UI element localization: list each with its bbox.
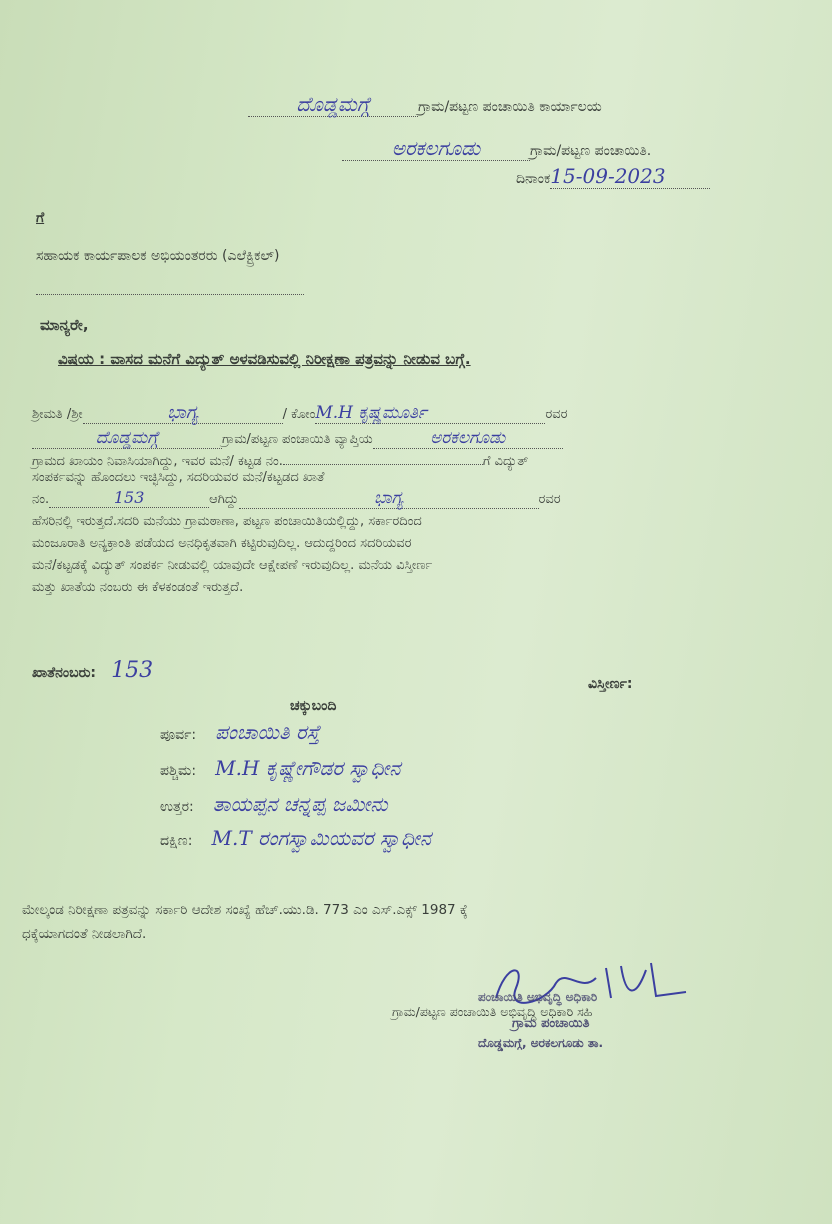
stamp-line-3: ದೊಡ್ಡಮಗ್ಗೆ, ಅರಕಲಗೂಡು ತಾ. <box>478 1036 604 1050</box>
panchayat-scope: ಗ್ರಾಮ/ಪಟ್ಟಣ ಪಂಚಾಯಿತಿ ವ್ಯಾಪ್ತಿಯ <box>222 432 373 447</box>
boundary-south <box>160 826 431 850</box>
title-prefix: ಶ್ರೀಮತಿ /ಶ್ರೀ <box>32 407 83 422</box>
stamp-line-2: ಗ್ರಾಮ ಪಂಚಾಯಿತಿ <box>512 1016 590 1031</box>
date-line <box>516 164 710 189</box>
boundary-label: ಉತ್ತರ: <box>160 799 194 815</box>
village-handwritten: ದೊಡ್ಡಮಗ್ಗೆ <box>296 92 370 116</box>
body-line-1 <box>32 402 567 424</box>
boundary-west <box>160 756 400 780</box>
body-line-2 <box>32 428 563 449</box>
body-line-4: ಸಂಪರ್ಕವನ್ನು ಹೊಂದಲು ಇಚ್ಛಿಸಿದ್ದು, ಸದರಿಯವರ ಮನೆ/ಕಟ್ಟಡದ ಖಾತೆ <box>32 470 325 485</box>
recipient: ಸಹಾಯಕ ಕಾರ್ಯಪಾಲಕ ಅಭಿಯಂತರರು (ಎಲೆಕ್ಟ್ರಿಕಲ್) <box>36 248 280 264</box>
body-line-6: ಹೆಸರಿನಲ್ಲಿ ಇರುತ್ತದೆ.ಸದರಿ ಮನೆಯು ಗ್ರಾಮಠಾಣಾ, ಪಟ್ಟಣ ಪಂಚಾಯಿತಿಯಲ್ಲಿದ್ದು, ಸರ್ಕಾರದಿಂದ <box>32 514 422 529</box>
footer-line-2: ಧಕ್ಕೆಯಾಗದಂತೆ ನೀಡಲಾಗಿದೆ. <box>22 926 147 942</box>
signature-label: ಗ್ರಾಮ/ಪಟ್ಟಣ ಪಂಚಾಯಿತಿ ಅಭಿವೃದ್ಧಿ ಅಧಿಕಾರಿ ಸಹಿ <box>392 1004 593 1019</box>
body-line-9: ಮತ್ತು ಖಾತೆಯ ನಂಬರು ಈ ಕೆಳಕಂಡಂತೆ ಇರುತ್ತದೆ. <box>32 580 244 595</box>
ravara-label: ರವರ <box>545 407 568 422</box>
boundary-east <box>160 720 320 744</box>
boundary-label: ಪಶ್ಚಿಮ: <box>160 763 197 779</box>
boundary-label: ಪೂರ್ವ: <box>160 727 197 743</box>
to-label: ಗೆ <box>36 210 45 226</box>
khata-value: 153 <box>111 658 154 683</box>
date-label: ದಿನಾಂಕ <box>516 171 551 187</box>
body-line-8: ಮನೆ/ಕಟ್ಟಡಕ್ಕೆ ವಿದ್ಯುತ್ ಸಂಪರ್ಕ ನೀಡುವಲ್ಲಿ ಯಾವುದೇ ಆಕ್ಷೇಪಣೆ ಇರುವುದಿಲ್ಲ. ಮನೆಯ ವಿಸ್ತೀರ್ಣ <box>32 558 433 573</box>
boundary-value: ಪಂಚಾಯಿತಿ ರಸ್ತೆ <box>215 720 320 744</box>
applicant-name: ಭಾಗ್ಯ <box>167 402 199 423</box>
boundary-value: M.H ಕೃಷ್ಣೇಗೌಡರ ಸ್ವಾಧೀನ <box>215 756 401 780</box>
house-number: 153 <box>113 488 145 507</box>
resident-text: ಗ್ರಾಮದ ಖಾಯಂ ನಿವಾಸಿಯಾಗಿದ್ದು, ಇವರ ಮನೆ/ ಕಟ್ಟಡ ನಂ. <box>32 454 283 469</box>
kom-label: / ಕೋಂ <box>282 407 316 422</box>
boundary-label: ದಕ್ಷಿಣ: <box>160 833 193 849</box>
panchayat-label: ಗ್ರಾಮ/ಪಟ್ಟಣ ಪಂಚಾಯಿತಿ. <box>530 143 652 159</box>
footer-line-1: ಮೇಲ್ಕಂಡ ನಿರೀಕ್ಷಣಾ ಪತ್ರವನ್ನು ಸರ್ಕಾರಿ ಆದೇಶ ಸಂಖ್ಯೆ ಹೆಚ್.ಯು.ಡಿ. 773 ಎಂ ಎಸ್.ಎಕ್ಸ್ 1987 ಕ್ಕೆ <box>22 902 468 918</box>
body-village: ದೊಡ್ಡಮಗ್ಗೆ <box>95 428 159 448</box>
date-value: 15-09-2023 <box>550 164 666 188</box>
stamp-line-1: ಪಂಚಾಯಿತಿ ಅಭಿವೃದ್ಧಿ ಅಧಿಕಾರಿ <box>478 990 598 1004</box>
electricity-text: ಗೆ ವಿದ್ಯುತ್ <box>482 454 529 469</box>
panchayat-line <box>342 136 651 161</box>
husband-name: M.H ಕೃಷ್ಣಮೂರ್ತಿ <box>315 403 427 423</box>
office-label: ಗ್ರಾಮ/ಪಟ್ಟಣ ಪಂಚಾಯಿತಿ ಕಾರ್ಯಾಲಯ <box>418 99 602 115</box>
owner-name: ಭಾಗ್ಯ <box>373 488 404 508</box>
boundary-value: M.T ರಂಗಸ್ವಾಮಿಯವರ ಸ್ವಾಧೀನ <box>211 826 431 850</box>
boundary-north <box>160 792 388 816</box>
khata-row <box>32 658 153 683</box>
area-label: ವಿಸ್ತೀರ್ಣ: <box>588 676 633 692</box>
body-taluk: ಅರಕಲಗೂಡು <box>430 428 506 448</box>
body-line-5 <box>32 488 561 509</box>
no-label: ನಂ. <box>32 492 50 507</box>
boundary-value: ತಾಯಪ್ಪನ ಚನ್ನಪ್ಪ ಜಮೀನು <box>212 792 388 816</box>
khata-label: ಖಾತೆನಂಬರು: <box>32 665 97 681</box>
recipient-dots <box>36 282 304 295</box>
ravara-label-2: ರವರ <box>538 492 561 507</box>
body-line-7: ಮಂಜೂರಾತಿ ಅನ್ಯಕ್ರಾಂತಿ ಪಡೆಯದ ಅನಧಿಕೃತವಾಗಿ ಕಟ್ಟಿರುವುದಿಲ್ಲ. ಆದುದ್ದರಿಂದ ಸದರಿಯವರ <box>32 536 412 551</box>
office-line <box>248 92 602 117</box>
agiddu-text: ಆಗಿದ್ದು <box>209 492 239 507</box>
boundaries-title: ಚಕ್ಕುಬಂದಿ <box>290 698 337 714</box>
taluk-handwritten: ಅರಕಲಗೂಡು <box>391 136 481 160</box>
salutation: ಮಾನ್ಯರೇ, <box>40 316 89 334</box>
body-line-3 <box>32 454 528 469</box>
subject: ವಿಷಯ : ವಾಸದ ಮನೆಗೆ ವಿದ್ಯುತ್ ಅಳವಡಿಸುವಲ್ಲಿ ನಿರೀಕ್ಷಣಾ ಪತ್ರವನ್ನು ನೀಡುವ ಬಗ್ಗೆ. <box>58 350 471 368</box>
